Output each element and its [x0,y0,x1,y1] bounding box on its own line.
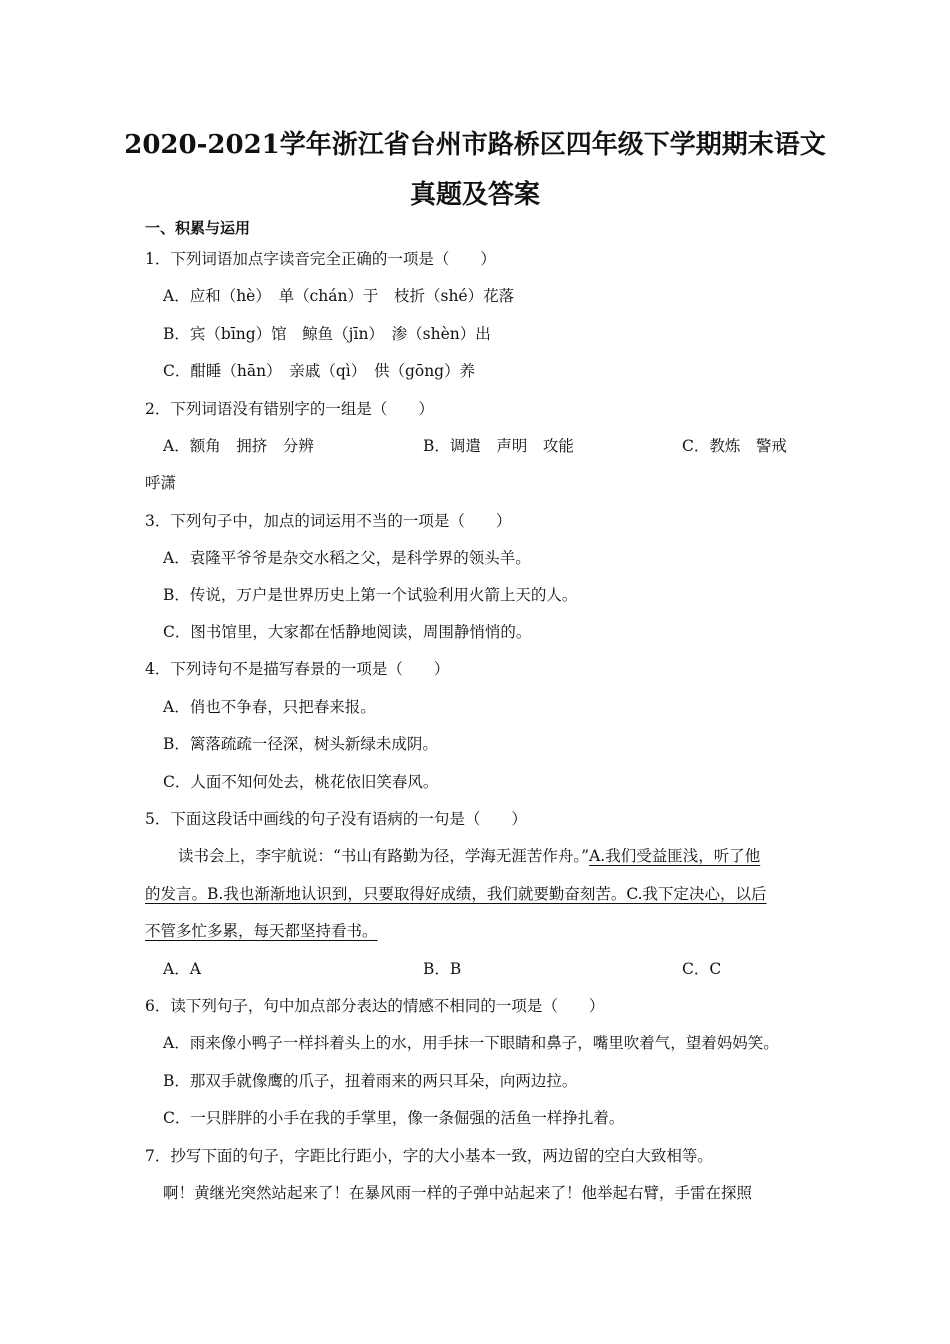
question-4-option-c: C．人面不知何处去，桃花依旧笑春风。 [163,773,439,791]
question-4-option-b: B．篱落疏疏一径深，树头新绿未成阴。 [163,735,438,753]
question-5-option-a: A．A [163,960,201,978]
question-2-option-a: A．额角 拥挤 分辨 [163,437,314,455]
question-5-passage-line-1 [178,846,760,866]
question-6-option-b: B．那双手就像鹰的爪子，扭着雨来的两只耳朵，向两边拉。 [163,1072,578,1090]
question-7-stem: 7．抄写下面的句子，字距比行距小，字的大小基本一致，两边留的空白大致相等。 [145,1147,713,1165]
question-1-option-a: A．应和（hè） 单（chán）于 枝折（shé）花落 [163,287,515,305]
question-5-passage-line-3: 不管多忙多累，每天都坚持看书。 [145,922,378,940]
question-3-option-b: B．传说，万户是世界历史上第一个试验利用火箭上天的人。 [163,586,578,604]
section-heading: 一、积累与运用 [145,219,251,237]
question-1-option-c: C．酣睡（hān） 亲戚（qì） 供（gōng）养 [163,362,476,380]
passage-intro-text: 读书会上，李宇航说：“书山有路勤为径，学海无涯苦作舟。” [178,847,590,865]
question-6-option-c: C．一只胖胖的小手在我的手掌里，像一条倔强的活鱼一样挣扎着。 [163,1109,625,1127]
question-2-option-c: C．教炼 警戒 [682,437,787,455]
question-7-copy-text: 啊！黄继光突然站起来了！在暴风雨一样的子弹中站起来了！他举起右臂，手雷在探照 [163,1184,753,1202]
question-1-option-b: B．宾（bīng）馆 鲸鱼（jīn） 渗（shèn）出 [163,325,491,343]
question-5-option-c: C．C [682,960,722,978]
question-2-stem: 2．下列词语没有错别字的一组是（ ） [145,400,434,418]
question-6-stem: 6．读下列句子，句中加点部分表达的情感不相同的一项是（ ） [145,997,605,1015]
question-2-option-c-wrap: 呼潇 [145,474,177,492]
question-5-stem: 5．下面这段话中画线的句子没有语病的一句是（ ） [145,810,527,828]
question-4-option-a: A．俏也不争春，只把春来报。 [163,698,376,716]
question-3-option-a: A．袁隆平爷爷是杂交水稻之父，是科学界的领头羊。 [163,549,531,567]
question-5-option-b: B．B [423,960,462,978]
document-title-line-1: 2020-2021学年浙江省台州市路桥区四年级下学期期末语文 [124,130,826,160]
question-6-option-a: A．雨来像小鸭子一样抖着头上的水，用手抹一下眼睛和鼻子，嘴里吹着气，望着妈妈笑。 [163,1034,779,1052]
question-3-option-c: C．图书馆里，大家都在恬静地阅读，周围静悄悄的。 [163,623,532,641]
document-title-line-2: 真题及答案 [409,180,540,210]
question-2-option-b: B．调遣 声明 攻能 [423,437,574,455]
question-1-stem: 1．下列词语加点字读音完全正确的一项是（ ） [145,250,496,268]
question-4-stem: 4．下列诗句不是描写春景的一项是（ ） [145,660,450,678]
question-5-passage-line-2: 的发言。B.我也渐渐地认识到，只要取得好成绩，我们就要勤奋刻苦。C.我下定决心，以后 [145,885,767,903]
underlined-sentence-a: A.我们受益匪浅，听了他 [589,847,761,865]
question-3-stem: 3．下列句子中，加点的词运用不当的一项是（ ） [145,512,512,530]
